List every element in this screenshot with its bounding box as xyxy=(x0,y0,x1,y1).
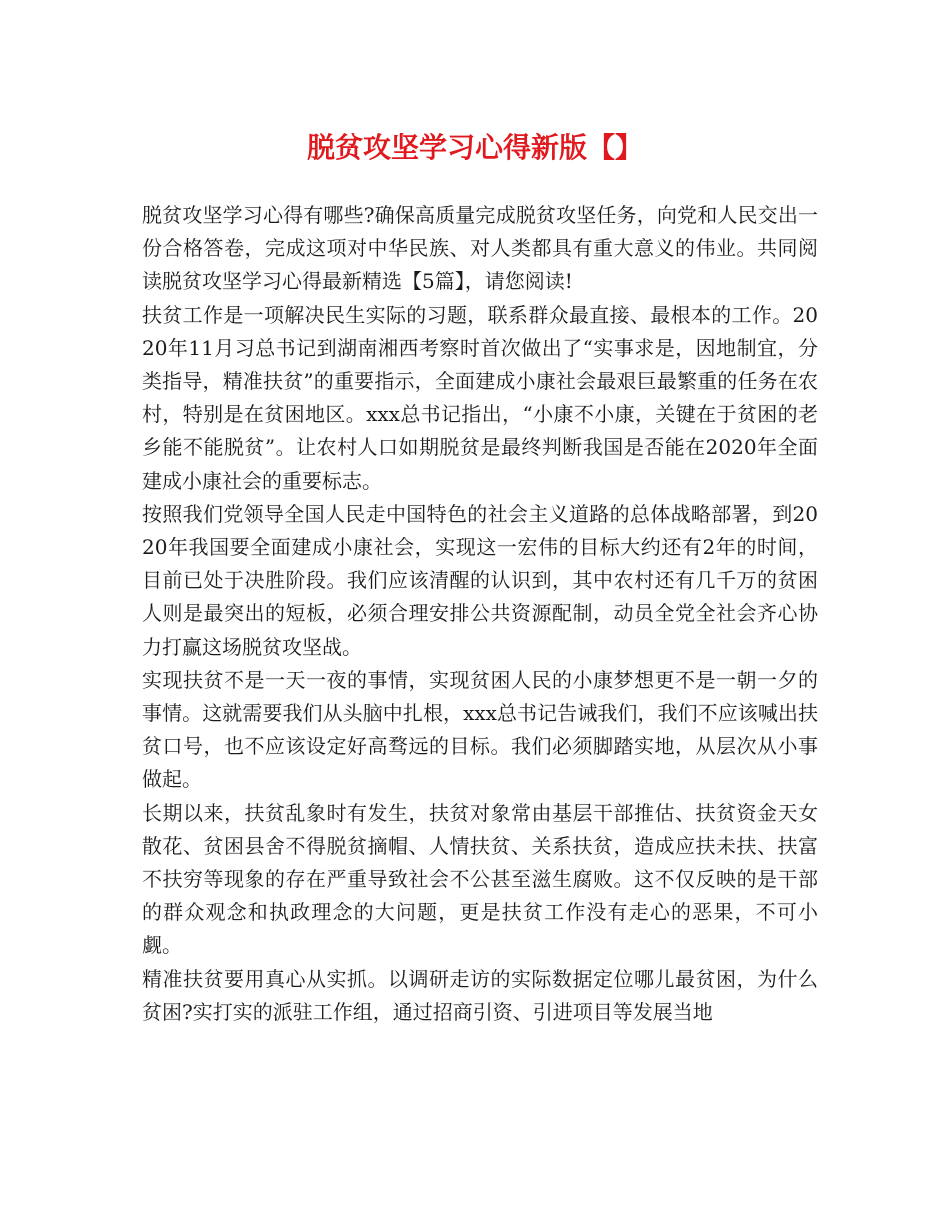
paragraph-3: 按照我们党领导全国人民走中国特色的社会主义道路的总体战略部署，到2020年我国要全面建成小康社会，实现这一宏伟的目标大约还有2年的时间，目前已处于决胜阶段。我们应该清醒的认识到，其中农村还有几千万的贫困人则是最突出的短板，必须合理安排公共资源配制，动员全党全社会齐心协力打赢这场脱贫攻坚战。 xyxy=(142,501,818,659)
paragraph-1: 脱贫攻坚学习心得有哪些?确保高质量完成脱贫攻坚任务，向党和人民交出一份合格答卷，完成这项对中华民族、对人类都具有重大意义的伟业。共同阅读脱贫攻坚学习心得最新精选【5篇】，请您阅读! xyxy=(142,203,818,294)
document-title: 脱贫攻坚学习心得新版【】 xyxy=(306,131,643,164)
paragraph-4: 实现扶贫不是一天一夜的事情，实现贫困人民的小康梦想更不是一朝一夕的事情。这就需要我们从头脑中扎根，xxx总书记告诫我们，我们不应该喊出扶贫口号，也不应该设定好高骛远的目标。我们必须脚踏实地，从层次从小事做起。 xyxy=(142,667,818,792)
paragraph-2: 扶贫工作是一项解决民生实际的习题，联系群众最直接、最根本的工作。2020年11月习总书记到湖南湘西考察时首次做出了“实事求是，因地制宜，分类指导，精准扶贫”的重要指示，全面建成小康社会最艰巨最繁重的任务在农村，特别是在贫困地区。xxx总书记指出，“小康不小康，关键在于贫困的老乡能不能脱贫”。让农村人口如期脱贫是最终判断我国是否能在2020年全面建成小康社会的重要标志。 xyxy=(142,302,818,493)
paragraph-6: 精准扶贫要用真心从实抓。以调研走访的实际数据定位哪儿最贫困，为什么贫困?实打实的派驻工作组，通过招商引资、引进项目等发展当地 xyxy=(142,966,818,1024)
document-body xyxy=(142,199,818,1029)
paragraph-5: 长期以来，扶贫乱象时有发生，扶贫对象常由基层干部推估、扶贫资金天女散花、贫困县舍不得脱贫摘帽、人情扶贫、关系扶贫，造成应扶未扶、扶富不扶穷等现象的存在严重导致社会不公甚至滋生腐败。这不仅反映的是干部的群众观念和执政理念的大问题，更是扶贫工作没有走心的恶果，不可小觑。 xyxy=(142,800,818,958)
